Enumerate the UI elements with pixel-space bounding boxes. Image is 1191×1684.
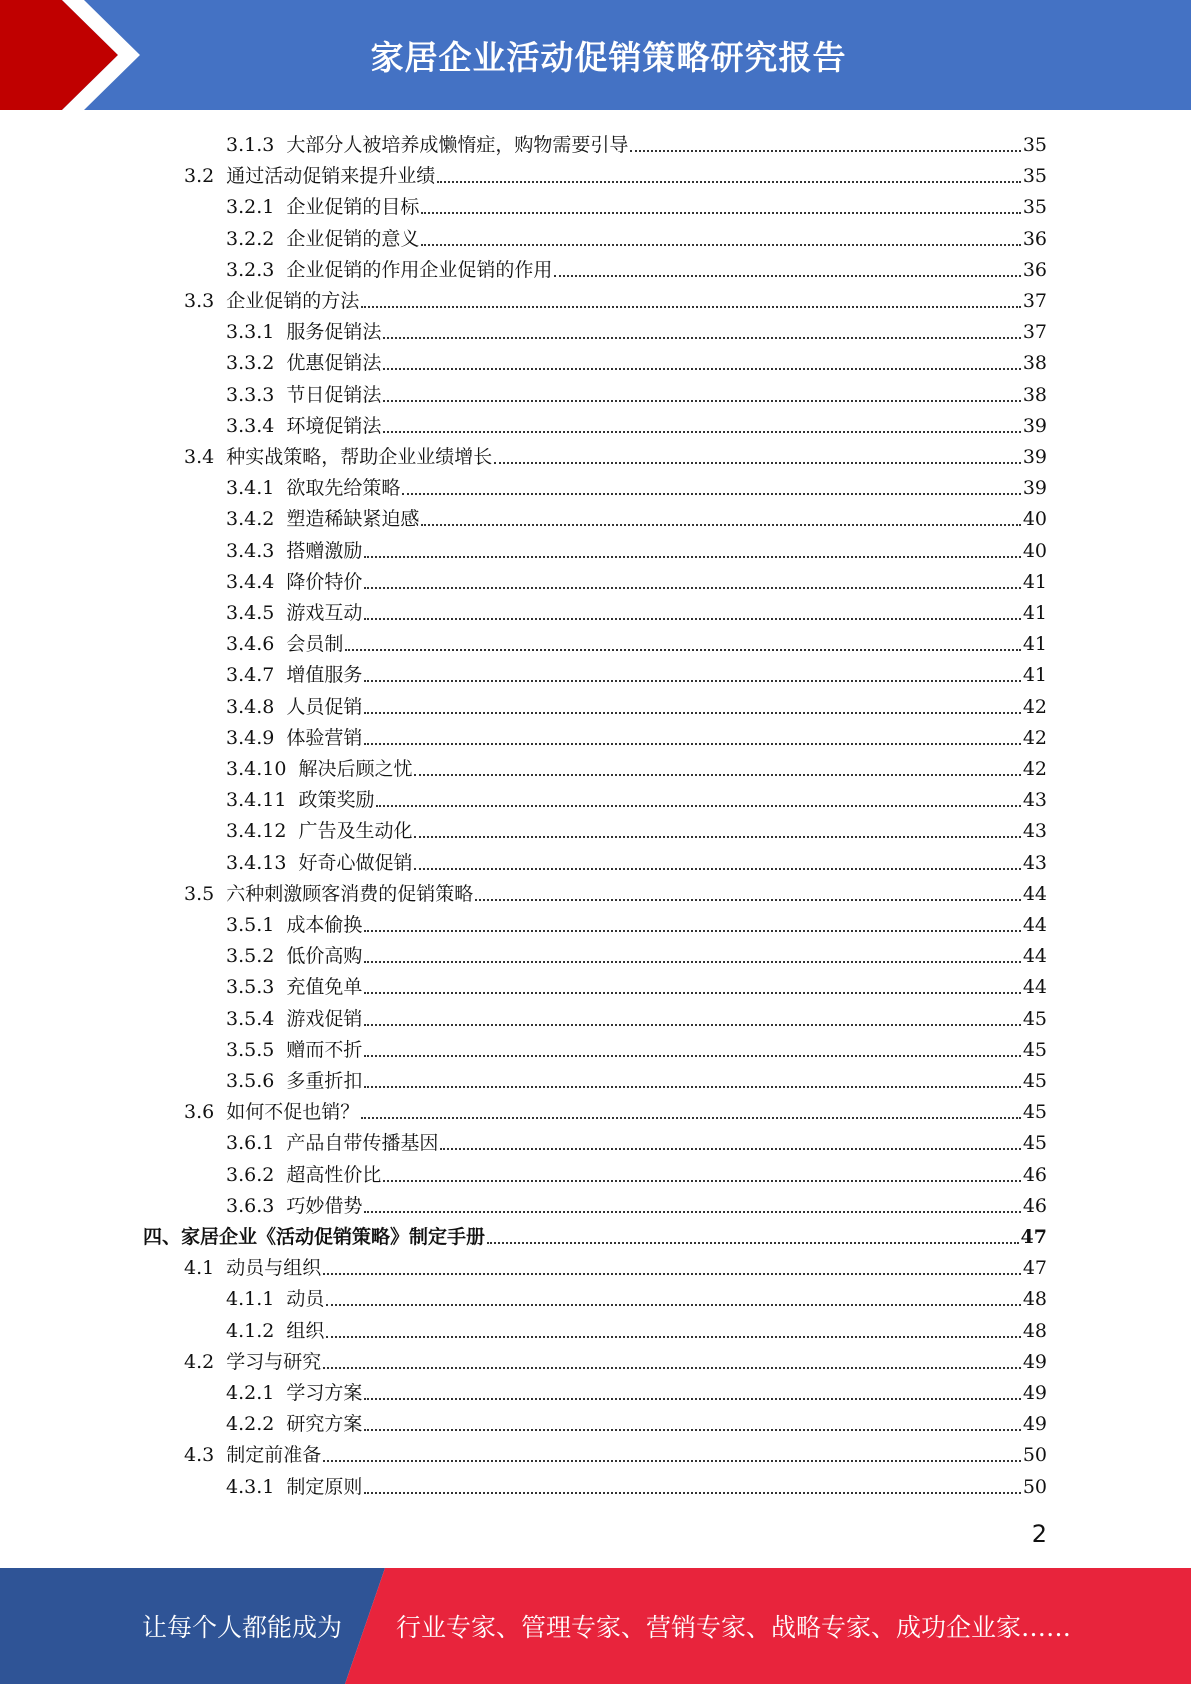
toc-entry-page: 43	[1022, 789, 1047, 812]
toc-dot-leader	[383, 1180, 1020, 1182]
toc-entry-title: 赠而不折	[286, 1038, 363, 1061]
toc-entry-page: 44	[1022, 945, 1047, 968]
toc-entry[interactable]	[226, 1407, 1047, 1437]
toc-entry-page: 50	[1022, 1444, 1047, 1467]
toc-entry-page: 40	[1022, 539, 1047, 562]
toc-entry-number: 3.3	[184, 290, 215, 312]
toc-entry[interactable]	[226, 378, 1047, 408]
toc-entry-title: 大部分人被培养成懒惰症，购物需要引导	[286, 134, 629, 156]
toc-entry-page: 35	[1022, 196, 1047, 219]
toc-entry[interactable]	[226, 1189, 1047, 1219]
toc-entry[interactable]	[226, 315, 1047, 345]
toc-entry-title: 节日促销法	[286, 383, 382, 406]
toc-entry-title: 解决后顾之忧	[298, 758, 413, 780]
footer-slogan-right: 行业专家、管理专家、营销专家、战略专家、成功企业家……	[396, 1613, 1072, 1642]
toc-dot-leader	[364, 712, 1020, 714]
toc-entry[interactable]	[184, 159, 1047, 189]
toc-entry-number: 3.5	[184, 882, 215, 905]
toc-entry[interactable]	[226, 596, 1047, 626]
toc-entry-number: 3.6.2	[226, 1163, 275, 1186]
toc-dot-leader	[323, 1273, 1021, 1275]
toc-entry-title: 服务促销法	[286, 321, 382, 344]
toc-entry[interactable]	[226, 783, 1047, 813]
toc-entry[interactable]	[226, 1314, 1047, 1344]
toc-entry-page: 37	[1022, 290, 1047, 312]
toc-entry-page: 42	[1022, 726, 1047, 749]
toc-entry[interactable]	[226, 471, 1047, 501]
toc-entry-number: 3.4.13	[226, 851, 287, 874]
toc-entry-number: 3.5.1	[226, 914, 275, 936]
toc-entry[interactable]	[184, 284, 1047, 314]
toc-entry-number: 3.2	[184, 165, 215, 188]
toc-entry-title: 多重折扣	[286, 1070, 363, 1092]
toc-dot-leader	[414, 774, 1020, 776]
toc-entry-title: 巧妙借势	[286, 1194, 363, 1217]
toc-entry-number: 3.5.2	[226, 945, 275, 968]
toc-entry-number: 3.5.3	[226, 976, 275, 999]
toc-entry-page: 44	[1022, 882, 1047, 905]
toc-entry-number: 3.3.2	[226, 352, 275, 375]
toc-entry-page: 50	[1022, 1475, 1047, 1498]
toc-entry[interactable]	[226, 970, 1047, 1000]
toc-entry-page: 45	[1022, 1132, 1047, 1155]
toc-entry-title: 游戏促销	[286, 1007, 363, 1030]
toc-dot-leader	[364, 1492, 1020, 1494]
toc-entry[interactable]	[226, 409, 1047, 439]
toc-entry[interactable]	[184, 440, 1047, 470]
toc-dot-leader	[437, 181, 1021, 183]
toc-entry-title: 企业促销的方法	[226, 290, 360, 312]
toc-entry-page: 49	[1022, 1413, 1047, 1436]
toc-dot-leader	[421, 244, 1020, 246]
toc-entry-number: 3.4.5	[226, 602, 275, 624]
toc-entry-title: 塑造稀缺紧迫感	[286, 508, 420, 531]
toc-entry-title: 降价特价	[286, 570, 363, 593]
toc-entry[interactable]	[226, 190, 1047, 220]
toc-entry-page: 43	[1022, 851, 1047, 874]
toc-entry-title: 学习方案	[286, 1382, 363, 1404]
toc-entry[interactable]	[226, 908, 1047, 938]
toc-entry-title: 企业促销的作用企业促销的作用	[286, 258, 553, 281]
toc-entry-title: 如何不促也销？	[226, 1101, 360, 1124]
toc-entry-page: 36	[1022, 258, 1047, 281]
toc-entry-page: 44	[1022, 914, 1047, 936]
toc-entry[interactable]	[184, 1095, 1047, 1125]
toc-entry-number: 3.4.4	[226, 570, 275, 593]
toc-entry-page: 42	[1022, 695, 1047, 718]
toc-entry-title: 增值服务	[286, 664, 363, 687]
toc-entry-page: 35	[1022, 165, 1047, 188]
toc-dot-leader	[440, 1148, 1020, 1150]
toc-entry-number: 3.4.1	[226, 477, 275, 500]
toc-entry[interactable]	[226, 128, 1047, 158]
toc-entry[interactable]	[226, 939, 1047, 969]
footer-slogan-left: 让每个人都能成为	[142, 1613, 343, 1642]
toc-entry-title: 六种刺激顾客消费的促销策略	[226, 882, 474, 905]
toc-entry-number: 3.5.5	[226, 1038, 275, 1061]
toc-entry-title: 游戏互动	[286, 602, 363, 624]
toc-dot-leader	[630, 150, 1020, 152]
toc-entry-title: 成本偷换	[286, 914, 363, 936]
toc-entry[interactable]	[226, 534, 1047, 564]
toc-entry-title: 好奇心做促销	[298, 851, 413, 874]
toc-entry-number: 3.4.9	[226, 726, 275, 749]
toc-entry-number: 3.4	[184, 446, 215, 468]
toc-dot-leader	[364, 930, 1020, 932]
toc-dot-leader	[364, 556, 1020, 558]
toc-entry[interactable]	[226, 846, 1047, 876]
toc-entry-number: 3.5.6	[226, 1070, 275, 1092]
toc-entry-title: 制定前准备	[226, 1444, 322, 1467]
toc-entry-title: 企业促销的意义	[286, 227, 420, 250]
toc-entry-page: 43	[1022, 820, 1047, 843]
toc-dot-leader	[364, 618, 1020, 620]
toc-entry-title: 充值免单	[286, 976, 363, 999]
toc-dot-leader	[414, 836, 1020, 838]
toc-entry[interactable]	[226, 721, 1047, 751]
toc-dot-leader	[345, 649, 1020, 651]
toc-dot-leader	[364, 1055, 1020, 1057]
toc-entry-title: 欲取先给策略	[286, 477, 401, 500]
toc-entry-title: 搭赠激励	[286, 539, 363, 562]
toc-entry-number: 3.2.3	[226, 258, 275, 281]
toc-entry-page: 41	[1022, 664, 1047, 687]
toc-dot-leader	[414, 868, 1020, 870]
toc-entry-title: 体验营销	[286, 726, 363, 749]
toc-dot-leader	[326, 1304, 1020, 1306]
toc-entry-number: 3.2.2	[226, 227, 275, 250]
toc-entry[interactable]	[226, 1002, 1047, 1032]
toc-entry[interactable]	[226, 1470, 1047, 1500]
toc-dot-leader	[364, 587, 1020, 589]
toc-entry-title: 通过活动促销来提升业绩	[226, 165, 436, 188]
toc-entry-page: 48	[1022, 1288, 1047, 1311]
toc-entry-number: 3.4.12	[226, 820, 287, 843]
toc-dot-leader	[364, 1024, 1020, 1026]
toc-entry-number: 3.4.11	[226, 789, 287, 812]
toc-entry-number: 3.6.1	[226, 1132, 275, 1155]
toc-entry-title: 学习与研究	[226, 1350, 322, 1373]
toc-dot-leader	[364, 1398, 1020, 1400]
toc-entry-title: 四、家居企业《活动促销策略》制定手册	[143, 1226, 486, 1248]
toc-entry-title: 低价高购	[286, 945, 363, 968]
toc-entry-page: 47	[1020, 1226, 1047, 1248]
toc-entry-title: 产品自带传播基因	[286, 1132, 439, 1155]
toc-dot-leader	[323, 1460, 1021, 1462]
toc-dot-leader	[383, 400, 1020, 402]
toc-entry[interactable]	[226, 658, 1047, 688]
toc-dot-leader	[383, 368, 1020, 370]
toc-entry-number: 4.3.1	[226, 1475, 275, 1498]
toc-entry-page: 41	[1022, 570, 1047, 593]
toc-dot-leader	[323, 1367, 1021, 1369]
toc-entry-page: 39	[1022, 477, 1047, 500]
toc-entry[interactable]	[226, 690, 1047, 720]
toc-entry-number: 3.3.1	[226, 321, 275, 344]
toc-entry[interactable]	[184, 877, 1047, 907]
toc-entry-page: 46	[1022, 1194, 1047, 1217]
toc-entry[interactable]	[226, 1158, 1047, 1188]
toc-entry-page: 36	[1022, 227, 1047, 250]
toc-entry[interactable]	[226, 346, 1047, 376]
toc-entry-number: 3.4.6	[226, 633, 275, 656]
toc-entry-title: 优惠促销法	[286, 352, 382, 375]
toc-entry-page: 37	[1022, 321, 1047, 344]
toc-dot-leader	[487, 1242, 1019, 1244]
toc-entry-number: 4.1	[184, 1257, 215, 1280]
toc-dot-leader	[421, 524, 1020, 526]
toc-entry-number: 4.1.1	[226, 1288, 275, 1311]
toc-entry-page: 39	[1022, 414, 1047, 437]
toc-entry-number: 3.5.4	[226, 1007, 275, 1030]
toc-entry-page: 35	[1022, 134, 1047, 156]
toc-entry[interactable]	[226, 1033, 1047, 1063]
toc-entry-number: 3.4.3	[226, 539, 275, 562]
toc-entry-title: 超高性价比	[286, 1163, 382, 1186]
toc-dot-leader	[364, 1086, 1020, 1088]
toc-entry-title: 制定原则	[286, 1475, 363, 1498]
toc-entry[interactable]	[226, 253, 1047, 283]
toc-entry-page: 49	[1022, 1350, 1047, 1373]
toc-entry[interactable]	[226, 1282, 1047, 1312]
toc-entry-page: 48	[1022, 1319, 1047, 1342]
toc-entry[interactable]	[226, 565, 1047, 595]
toc-entry[interactable]	[184, 1251, 1047, 1281]
toc-entry[interactable]	[184, 1438, 1047, 1468]
toc-entry-title: 研究方案	[286, 1413, 363, 1436]
toc-entry[interactable]	[226, 752, 1047, 782]
toc-dot-leader	[364, 1429, 1020, 1431]
toc-entry-page: 40	[1022, 508, 1047, 531]
toc-entry-title: 组织	[286, 1319, 325, 1342]
toc-dot-leader	[383, 431, 1020, 433]
toc-dot-leader	[475, 899, 1021, 901]
toc-entry-number: 3.1.3	[226, 134, 275, 156]
toc-entry-number: 3.6.3	[226, 1194, 275, 1217]
toc-dot-leader	[364, 961, 1020, 963]
toc-entry-number: 4.3	[184, 1444, 215, 1467]
toc-entry-page: 38	[1022, 383, 1047, 406]
toc-dot-leader	[554, 275, 1020, 277]
toc-entry-title: 动员与组织	[226, 1257, 322, 1280]
toc-dot-leader	[361, 1117, 1021, 1119]
toc-entry-page: 42	[1022, 758, 1047, 780]
toc-entry-number: 3.2.1	[226, 196, 275, 219]
toc-dot-leader	[364, 992, 1020, 994]
toc-entry-title: 企业促销的目标	[286, 196, 420, 219]
toc-entry-title: 政策奖励	[298, 789, 375, 812]
toc-entry-number: 3.3.4	[226, 414, 275, 437]
toc-entry-number: 3.4.10	[226, 758, 287, 780]
toc-entry[interactable]	[226, 502, 1047, 532]
toc-entry-page: 47	[1022, 1257, 1047, 1280]
toc-entry-number: 4.2	[184, 1350, 215, 1373]
toc-dot-leader	[364, 1211, 1020, 1213]
toc-entry[interactable]	[226, 222, 1047, 252]
toc-entry-page: 41	[1022, 633, 1047, 656]
toc-entry-number: 3.3.3	[226, 383, 275, 406]
toc-entry-page: 45	[1022, 1101, 1047, 1124]
toc-entry-page: 45	[1022, 1007, 1047, 1030]
page-header	[0, 0, 1191, 110]
toc-entry-page: 49	[1022, 1382, 1047, 1404]
toc-dot-leader	[364, 680, 1020, 682]
toc-dot-leader	[361, 306, 1021, 308]
toc-entry[interactable]	[143, 1220, 1047, 1250]
toc-entry-title: 会员制	[286, 633, 344, 656]
toc-entry-page: 39	[1022, 446, 1047, 468]
toc-entry-page: 46	[1022, 1163, 1047, 1186]
toc-entry[interactable]	[184, 1345, 1047, 1375]
toc-entry-page: 44	[1022, 976, 1047, 999]
toc-entry-number: 3.4.2	[226, 508, 275, 531]
toc-entry-page: 38	[1022, 352, 1047, 375]
toc-dot-leader	[364, 743, 1020, 745]
toc-dot-leader	[376, 805, 1020, 807]
toc-entry-title: 动员	[286, 1288, 325, 1311]
toc-entry-title: 人员促销	[286, 695, 363, 718]
toc-entry[interactable]	[226, 1064, 1047, 1094]
toc-entry-page: 41	[1022, 602, 1047, 624]
toc-dot-leader	[326, 1336, 1020, 1338]
toc-entry-number: 4.2.1	[226, 1382, 275, 1404]
toc-entry[interactable]	[226, 814, 1047, 844]
toc-entry-number: 3.6	[184, 1101, 215, 1124]
toc-dot-leader	[421, 212, 1020, 214]
toc-entry-page: 45	[1022, 1038, 1047, 1061]
toc-entry-number: 3.4.7	[226, 664, 275, 687]
toc-entry-title: 广告及生动化	[298, 820, 413, 843]
toc-entry-page: 45	[1022, 1070, 1047, 1092]
toc-dot-leader	[402, 493, 1020, 495]
toc-entry[interactable]	[226, 1376, 1047, 1406]
toc-entry[interactable]	[226, 1126, 1047, 1156]
toc-entry-number: 4.2.2	[226, 1413, 275, 1436]
page-number: 2	[1031, 1520, 1047, 1548]
toc-entry[interactable]	[226, 627, 1047, 657]
page-footer	[0, 1568, 1191, 1684]
toc-entry-number: 4.1.2	[226, 1319, 275, 1342]
toc-entry-title: 种实战策略，帮助企业业绩增长	[226, 446, 493, 468]
toc-dot-leader	[383, 337, 1020, 339]
toc-entry-number: 3.4.8	[226, 695, 275, 718]
report-title: 家居企业活动促销策略研究报告	[370, 37, 847, 77]
toc-dot-leader	[494, 462, 1021, 464]
toc-entry-title: 环境促销法	[286, 414, 382, 437]
